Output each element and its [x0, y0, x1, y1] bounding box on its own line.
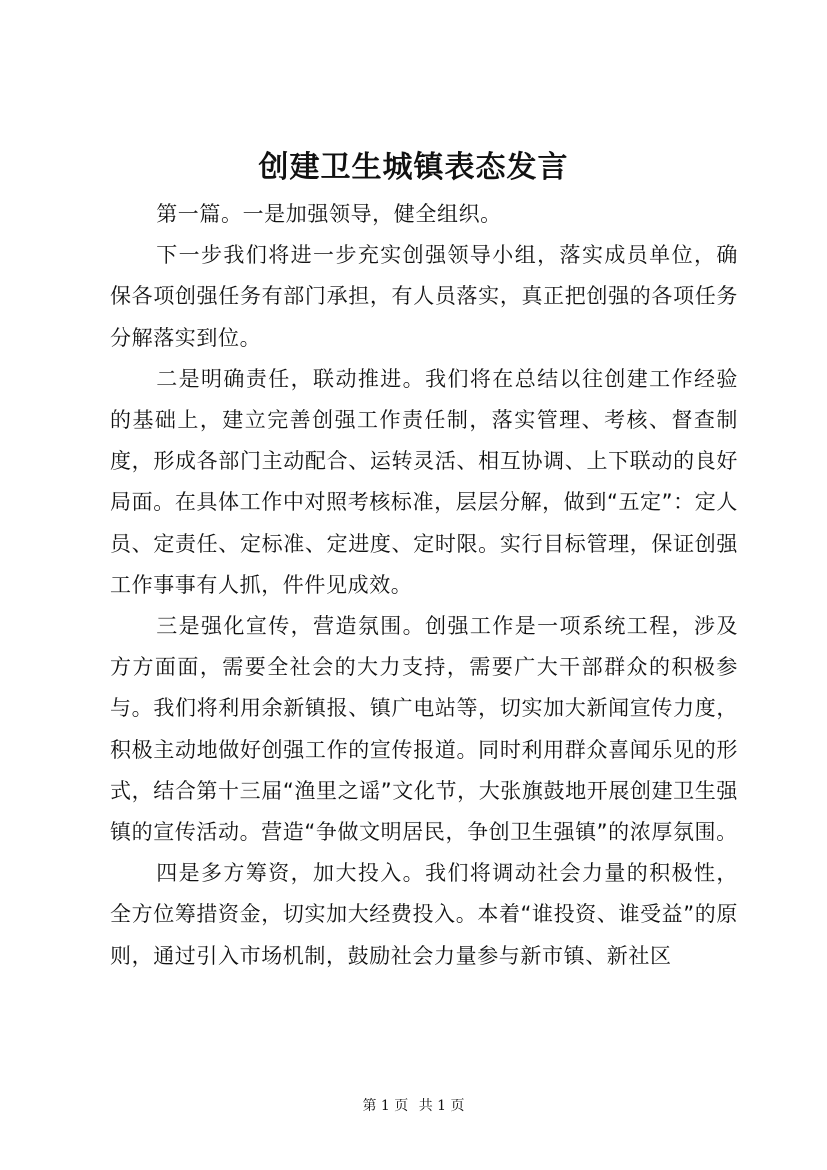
paragraph: 三是强化宣传，营造氛围。创强工作是一项系统工程，涉及方方面面，需要全社会的大力支持，需要广大干部群众的积极参与。我们将利用余新镇报、镇广电站等，切实加大新闻宣传力度，积极主动地做好创强工作的宣传报道。同时利用群众喜闻乐见的形式，结合第十三届“渔里之谣”文化节，大张旗鼓地开展创建卫生强镇的宣传活动。营造“争做文明居民，争创卫生强镇”的浓厚氛围。	[110, 614, 738, 845]
document-body	[110, 194, 738, 977]
page-total: 共 1 页	[418, 1098, 465, 1114]
paragraph: 第一篇。一是加强领导，健全组织。	[156, 202, 502, 226]
page-number: 第 1 页	[362, 1098, 409, 1114]
paragraph: 四是多方筹资，加大投入。我们将调动社会力量的积极性，全方位筹措资金，切实加大经费投入。本着“谁投资、谁受益”的原则，通过引入市场机制，鼓励社会力量参与新市镇、新社区	[110, 861, 738, 968]
page-footer	[0, 1096, 827, 1116]
paragraph: 二是明确责任，联动推进。我们将在总结以往创建工作经验的基础上，建立完善创强工作责任制，落实管理、考核、督查制度，形成各部门主动配合、运转灵活、相互协调、上下联动的良好局面。在具体工作中对照考核标准，层层分解，做到“五定”：定人员、定责任、定标准、定进度、定时限。实行目标管理，保证创强工作事事有人抓，件件见成效。	[110, 366, 738, 597]
document-title: 创建卫生城镇表态发言	[258, 150, 569, 185]
paragraph: 下一步我们将进一步充实创强领导小组，落实成员单位，确保各项创强任务有部门承担，有人员落实，真正把创强的各项任务分解落实到位。	[110, 243, 738, 350]
